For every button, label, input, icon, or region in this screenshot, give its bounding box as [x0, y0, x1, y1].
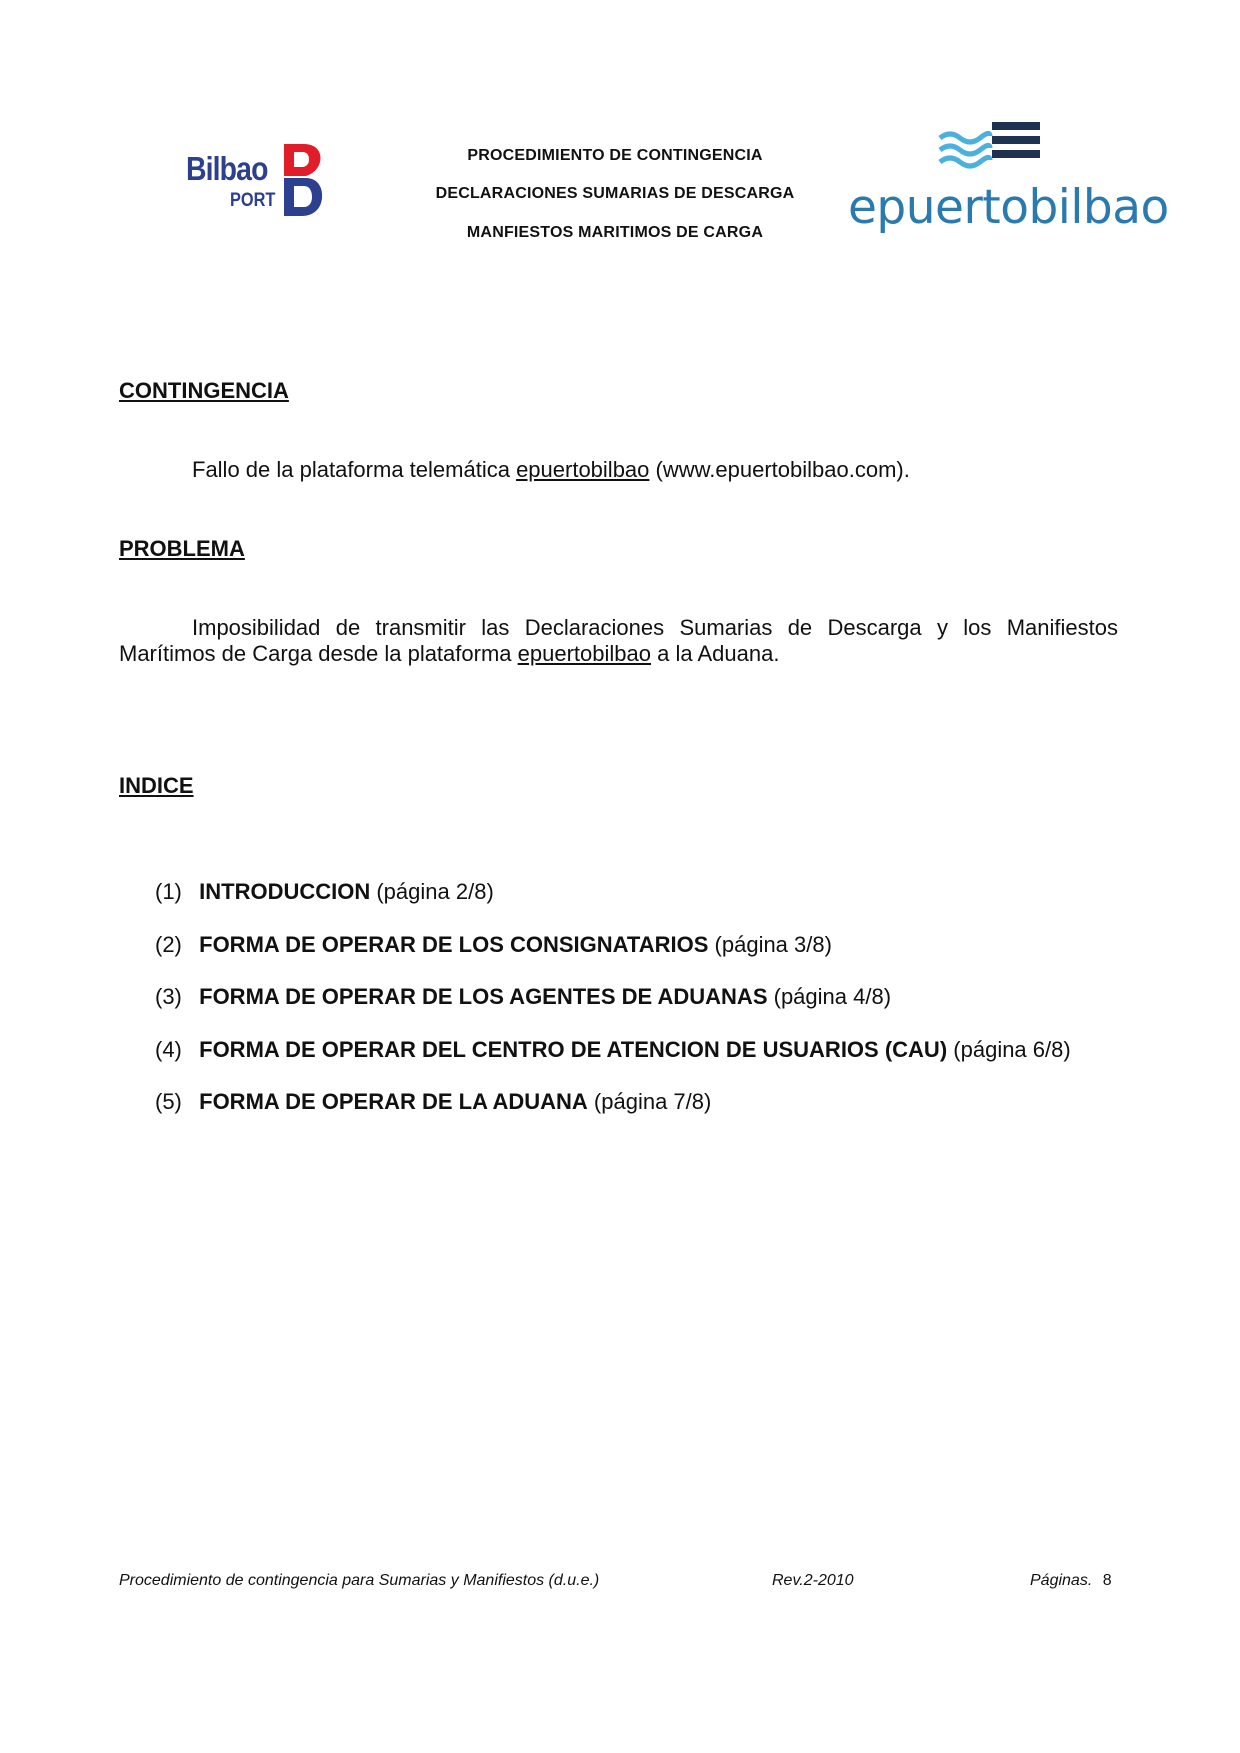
- index-item-title: FORMA DE OPERAR DE LA ADUANA: [199, 1089, 588, 1114]
- bilbao-b-mark-icon: [282, 142, 324, 218]
- index-item-title: FORMA DE OPERAR DE LOS CONSIGNATARIOS: [199, 932, 709, 957]
- footer-revision: Rev.2-2010: [772, 1572, 854, 1589]
- index-item-number: (2): [155, 932, 182, 957]
- document-header-title: [400, 138, 830, 252]
- header-title-line-2: DECLARACIONES SUMARIAS DE DESCARGA: [435, 185, 795, 202]
- contingencia-text: [192, 457, 910, 483]
- index-item-page: (página 7/8): [593, 1089, 712, 1114]
- waves-and-bars-icon: [934, 120, 1044, 180]
- index-item-page: (página 6/8): [953, 1037, 1071, 1062]
- epuertobilbao-logo: [848, 120, 1169, 238]
- problema-text: [119, 615, 1118, 667]
- contingencia-text-after: (www.epuertobilbao.com).: [649, 457, 910, 482]
- section-heading-indice: INDICE: [119, 773, 194, 798]
- header-title-line-1: PROCEDIMIENTO DE CONTINGENCIA: [467, 147, 763, 164]
- bilbao-logo-sub: PORT: [230, 190, 276, 211]
- index-item-number: (1): [155, 879, 182, 904]
- index-item-page: (página 2/8): [376, 879, 494, 904]
- bilbao-logo-word: Bilbao: [186, 150, 268, 187]
- index-item: [155, 932, 832, 958]
- epuertobilbao-logo-word: epuertobilbao: [848, 180, 1169, 235]
- index-item-page: (página 4/8): [773, 984, 892, 1009]
- index-item-title: FORMA DE OPERAR DEL CENTRO DE ATENCION DE USUARIOS (CAU): [199, 1037, 948, 1062]
- problema-line-1: Imposibilidad de transmitir las Declaraciones Sumarias de Descarga y los Manifiestos: [192, 615, 1118, 640]
- index-item-page: (página 3/8): [714, 932, 832, 957]
- index-item-number: (5): [155, 1089, 182, 1114]
- index-item-number: (4): [155, 1037, 182, 1062]
- problema-line-2-after: a la Aduana.: [650, 641, 780, 666]
- index-item-number: (3): [155, 984, 182, 1009]
- index-item: [155, 1037, 1071, 1063]
- section-heading-problema: PROBLEMA: [119, 536, 245, 561]
- problema-line-2-before: Marítimos de Carga desde la plataforma: [119, 641, 518, 666]
- section-heading-contingencia: CONTINGENCIA: [119, 378, 289, 403]
- footer-document-name: Procedimiento de contingencia para Sumarias y Manifiestos (d.u.e.): [119, 1572, 600, 1589]
- index-item: [155, 984, 891, 1010]
- index-item-title: INTRODUCCION: [199, 879, 371, 904]
- index-item: [155, 879, 494, 905]
- contingencia-text-before: Fallo de la plataforma telemática: [192, 457, 517, 482]
- footer-page-count: [1030, 1572, 1112, 1590]
- epuertobilbao-link[interactable]: epuertobilbao: [516, 457, 650, 482]
- epuertobilbao-link-2[interactable]: epuertobilbao: [517, 641, 651, 666]
- bilbao-port-logo: [186, 138, 326, 224]
- problema-line-2: [119, 641, 1118, 667]
- footer-page-label: Páginas.: [1030, 1572, 1093, 1589]
- index-item: [155, 1089, 711, 1115]
- index-item-title: FORMA DE OPERAR DE LOS AGENTES DE ADUANAS: [199, 984, 768, 1009]
- header-title-line-3: MANFIESTOS MARITIMOS DE CARGA: [466, 224, 764, 241]
- footer-page-value: 8: [1102, 1572, 1112, 1589]
